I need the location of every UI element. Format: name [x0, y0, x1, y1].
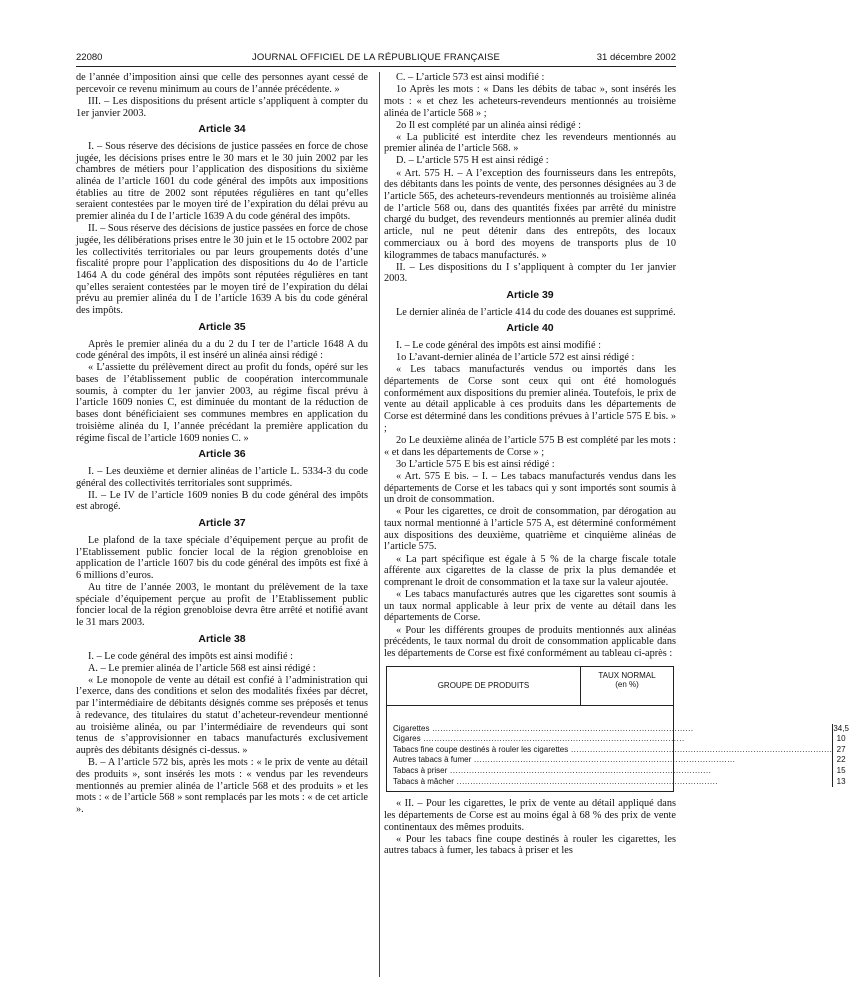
paragraph: « Art. 575 H. – A l’exception des fournisseurs dans les entrepôts, des débitants dans les points de vente, des personnes désignées au 3 de l’article 565, des acheteurs-revendeurs mentionnés au troisième alinéa de l’article 568 ou, dans des quantités fixées par arrêté du ministre chargé du budget, des revendeurs mentionnés au premier alinéa dudit article, nul ne peut détenir dans des entrepôts, des locaux commerciaux ou à bord des moyens de transports plus de 10 kilogrammes de tabacs manufacturés. »	[384, 167, 676, 261]
paragraph: III. – Les dispositions du présent article s’appliquent à compter du 1er janvier 2003.	[76, 95, 368, 119]
page-header	[76, 52, 676, 66]
header-rule	[76, 66, 676, 67]
table-row-rate: 22	[836, 755, 846, 765]
column-separator	[379, 72, 380, 977]
paragraph: « Pour les tabacs fine coupe destinés à rouler les cigarettes, les autres tabacs à fumer, les tabacs à priser et les	[384, 833, 676, 857]
rate-header-unit: (en %)	[615, 679, 639, 689]
table-row-rate: 15	[836, 765, 846, 775]
product-column	[387, 724, 833, 788]
paragraph: C. – L’article 573 est ainsi modifié :	[396, 72, 545, 83]
article-heading: Article 36	[198, 448, 246, 461]
table-row-product: Tabacs fine coupe destinés à rouler les cigarettes .....	[393, 745, 832, 756]
paragraph: « Art. 575 E bis. – I. – Les tabacs manufacturés vendus dans les départements de Corse et les tabacs qui y sont importés sont soumis à un droit de consommation.	[384, 470, 676, 506]
paragraph: « L’assiette du prélèvement direct au profit du fonds, opéré sur les bases de l’établissement public de coopération intercommunale soumis, à compter du 1er janvier 2003, au régime fiscal prévu à l’article 1609 nonies C, est diminuée du montant de la réduction de bases dont bénéficiaient ses communes membres en application du troisième alinéa du I, l’année précédant la première application du régime fiscal de l’article 1609 nonies C. »	[76, 362, 368, 444]
paragraph: « La publicité est interdite chez les revendeurs mentionnés au premier alinéa de l’article 568. »	[384, 131, 676, 155]
page-number: 22080	[76, 52, 103, 63]
article-heading: Article 34	[198, 123, 246, 136]
paragraph: I. – Sous réserve des décisions de justice passées en force de chose jugée, les décisions prises entre le 30 mars et le 30 juin 2002 par les chambres de métiers pour l’application des dispositions du sixième alinéa de l’article 1601 du code général des impôts aux impositions établies au titre de 2002 sont réputées régulières en tant qu’elles seraient contestées par le moyen tiré de l’expiration du délai prévu au premier alinéa du I de l’article 1639 A du code général des impôts.	[76, 140, 368, 223]
paragraph: de l’année d’imposition ainsi que celle des personnes ayant cessé de percevoir ce revenu minimum au cours de l’année précédente. »	[76, 72, 368, 95]
rate-header	[581, 667, 673, 705]
table-row-product: Autres tabacs à fumer .....	[393, 755, 832, 766]
table-row-rate: 34,5	[833, 723, 849, 733]
table-row-product: Tabacs à mâcher .....	[393, 777, 832, 788]
paragraph: « Les tabacs manufacturés vendus ou importés dans les départements de Corse sont ceux qui ont été homologués conformément aux dispositions du premier alinéa. Toutefois, le prix de vente au détail applicable à ces produits dans les départements de Corse est déterminé dans les conditions prévues à l’article 575 E bis. » ;	[384, 364, 676, 434]
paragraph: « Les tabacs manufacturés autres que les cigarettes sont soumis à un taux normal applicable à leur prix de vente au détail dans les départements de Corse.	[384, 589, 676, 624]
left-column	[76, 72, 368, 816]
paragraph: 2o Le deuxième alinéa de l’article 575 B est complété par les mots : « et dans les départements de Corse » ;	[384, 434, 676, 458]
paragraph: 3o L’article 575 E bis est ainsi rédigé :	[396, 458, 555, 470]
paragraph: « Le monopole de vente au détail est confié à l’administration qui l’exerce, dans des conditions et selon des modalités fixées par décret, par l’intermédiaire de débitants désignés comme ses préposés et tenus à redevance, des titulaires du statut d’acheteur-revendeur mentionné au troisième alinéa, ou par l’intermédiaire de revendeurs qui sont tenus de s’approvisionner en tabacs manufacturés exclusivement auprès des débitants désignés ci-dessus. »	[76, 674, 368, 756]
table-row-product: Tabacs à priser .....	[393, 766, 832, 777]
paragraph: I. – Le code général des impôts est ainsi modifié :	[88, 650, 294, 662]
issue-date: 31 décembre 2002	[596, 52, 676, 63]
paragraph: II. – Sous réserve des décisions de justice passées en force de chose jugée, les délibérations prises entre le 30 juin et le 15 octobre 2002 par les collectivités territoriales ou par leurs groupements dotés d’une fiscalité propre pour l’application des dispositions du 4o de l’article 1464 A du code général des impôts sont réputées régulières en tant qu’elles seraient contestées par le moyen tiré de l’expiration du délai prévu au premier alinéa du I de l’article 1639 A bis du code général des impôts.	[76, 223, 368, 317]
paragraph: II. – Le IV de l’article 1609 nonies B du code général des impôts est abrogé.	[76, 489, 368, 513]
article-heading: Article 39	[506, 289, 554, 301]
right-column	[384, 72, 849, 857]
paragraph: A. – Le premier alinéa de l’article 568 est ainsi rédigé :	[88, 662, 316, 674]
paragraph: II. – Les dispositions du I s’appliquent à compter du 1er janvier 2003.	[384, 261, 676, 285]
paragraph: I. – Le code général des impôts est ainsi modifié :	[396, 340, 602, 352]
paragraph: « La part spécifique est égale à 5 % de la charge fiscale totale afférente aux cigarettes de la classe de prix la plus demandée et comprenant le droit de consommation et la taxe sur la valeur ajoutée.	[384, 553, 676, 588]
paragraph: Après le premier alinéa du a du 2 du I ter de l’article 1648 A du code général des impôts, il est inséré un alinéa ainsi rédigé :	[76, 338, 368, 362]
paragraph: Au titre de l’année 2003, le montant du prélèvement de la taxe spéciale d’équipement perçue au profit de l’Etablissement public foncier local de la région grenobloise devra être arrêté et notifié avant le 31 mars 2003.	[76, 582, 368, 629]
table-row-product: Cigares .....	[393, 734, 832, 745]
paragraph: D. – L’article 575 H est ainsi rédigé :	[396, 155, 549, 167]
table-header	[387, 667, 673, 706]
paragraph: 1o Après les mots : « Dans les débits de tabac », sont insérés les mots : « et chez les acheteurs-revendeurs mentionnés au troisième alinéa de l’article 568 » ;	[384, 84, 676, 119]
paragraph: Le dernier alinéa de l’article 414 du code des douanes est supprimé.	[396, 306, 676, 318]
paragraph: Le plafond de la taxe spéciale d’équipement perçue au profit de l’Etablissement public foncier local de la région grenobloise en application de l’article 1607 bis du code général des impôts est fixé à 6 millions d’euros.	[76, 534, 368, 581]
rate-column	[833, 724, 849, 788]
paragraph: 2o Il est complété par un alinéa ainsi rédigé :	[396, 119, 581, 131]
table-row-rate: 13	[836, 776, 846, 786]
paragraph: 1o L’avant-dernier alinéa de l’article 572 est ainsi rédigé :	[396, 352, 635, 364]
group-header: GROUPE DE PRODUITS	[387, 667, 581, 705]
article-heading: Article 38	[198, 632, 246, 645]
paragraph: « II. – Pour les cigarettes, le prix de vente au détail appliqué dans les départements de Corse est au moins égal à 68 % des prix de vente continentaux des mêmes produits.	[384, 798, 676, 833]
tax-rate-table	[386, 666, 849, 793]
table-body	[387, 706, 849, 792]
table-row-rate: 27	[836, 744, 846, 754]
paragraph: B. – A l’article 572 bis, après les mots : « le prix de vente au détail des produits », sont insérés les mots : « vendus par les revendeurs mentionnés au premier alinéa de l’article 568 et des produits » et les mots : « de l’article 568 » sont remplacés par les mots : « de cet article ».	[76, 757, 368, 815]
paragraph: I. – Les deuxième et dernier alinéas de l’article L. 5334-3 du code général des collectivités territoriales sont supprimés.	[76, 465, 368, 489]
article-heading: Article 40	[506, 322, 554, 335]
article-heading: Article 35	[198, 320, 246, 333]
table-row-product: Cigarettes .....	[393, 724, 832, 735]
article-heading: Article 37	[198, 517, 246, 530]
journal-title: JOURNAL OFFICIEL DE LA RÉPUBLIQUE FRANÇAISE	[251, 52, 501, 63]
rate-header-label: TAUX NORMAL	[598, 670, 656, 680]
table-row-rate: 10	[836, 734, 846, 744]
paragraph: « Pour les cigarettes, ce droit de consommation, par dérogation au taux normal mentionné à l’article 575 A, est déterminé conformément aux dispositions des deuxième, quatrième et cinquième alinéas de l’article 575.	[384, 506, 676, 553]
paragraph: « Pour les différents groupes de produits mentionnés aux alinéas précédents, le taux normal du droit de consommation applicable dans les départements de Corse est fixé conformément au tableau ci-après :	[384, 624, 676, 659]
